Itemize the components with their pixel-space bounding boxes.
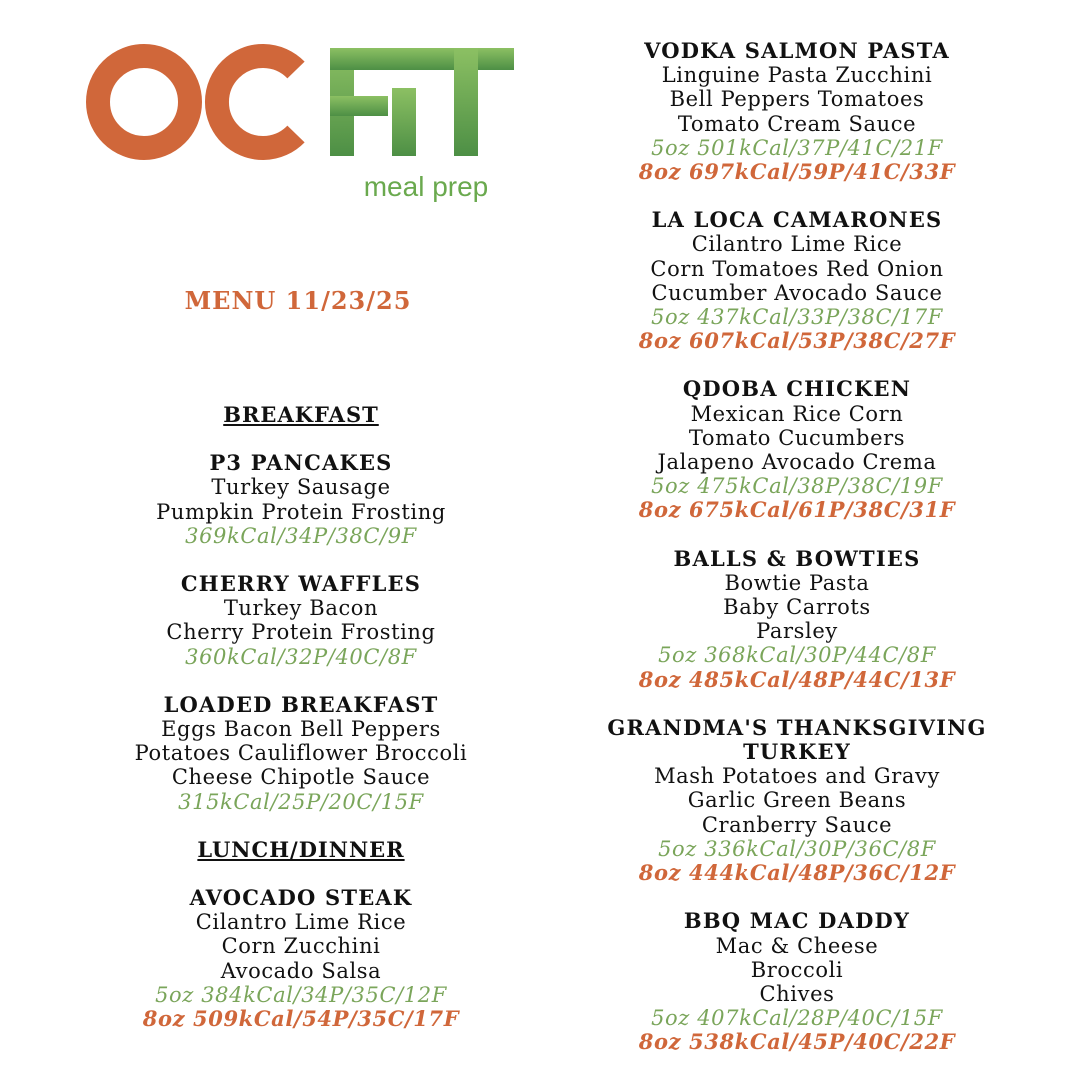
right-column (552, 39, 1042, 1079)
dish-ingredient: Mac & Cheese (715, 933, 879, 958)
dish-ingredient: Potatoes Cauliflower Broccoli (134, 741, 468, 766)
dish-macros-5oz: 5oz 336kCal/30P/36C/8F (658, 836, 936, 861)
dish-name: AVOCADO STEAK (189, 885, 413, 911)
dish-macros-5oz: 5oz 501kCal/37P/41C/21F (651, 135, 943, 160)
dish-ingredient: Cucumber Avocado Sauce (651, 280, 943, 305)
dish-ingredient: Cilantro Lime Rice (691, 232, 903, 257)
dish-ingredient: Garlic Green Beans (687, 788, 907, 813)
dish-macros: 315kCal/25P/20C/15F (178, 789, 424, 814)
dish-name: CHERRY WAFFLES (180, 571, 422, 597)
dish-ingredient: Bowtie Pasta (724, 570, 870, 595)
breakfast-heading: BREAKFAST (223, 402, 379, 427)
dish-ingredient: Avocado Salsa (220, 958, 382, 983)
dish-name: GRANDMA'S THANKSGIVING TURKEY (607, 714, 987, 765)
dish-ingredient: Tomato Cucumbers (688, 425, 906, 450)
dish-ingredient: Chives (759, 981, 835, 1006)
dish-name: LOADED BREAKFAST (163, 691, 439, 717)
logo-subtitle: meal prep (363, 171, 489, 202)
dish-ingredient: Parsley (756, 619, 838, 644)
dish-name: VODKA SALMON PASTA (644, 38, 950, 63)
dish-vodka-salmon-pasta (552, 39, 1042, 184)
dish-macros-8oz: 8oz 675kCal/61P/38C/31F (638, 497, 956, 523)
dish-macros: 369kCal/34P/38C/9F (185, 523, 417, 548)
dish-macros-5oz: 5oz 475kCal/38P/38C/19F (651, 474, 943, 499)
dish-ingredient: Corn Tomatoes Red Onion (650, 256, 944, 281)
dish-macros-5oz: 5oz 384kCal/34P/35C/12F (155, 982, 447, 1007)
dish-name: BALLS & BOWTIES (673, 545, 921, 571)
logo-c-shape (217, 56, 296, 148)
dish-macros-8oz: 8oz 444kCal/48P/36C/12F (638, 860, 956, 886)
dish-ingredient: Cranberry Sauce (701, 812, 893, 837)
dish-ingredient: Bell Peppers Tomatoes (669, 87, 925, 112)
dish-loaded-breakfast (96, 693, 506, 814)
logo-o-shape (98, 56, 190, 148)
dish-macros-8oz: 8oz 538kCal/45P/40C/22F (638, 1029, 956, 1055)
dish-ingredient: Tomato Cream Sauce (677, 111, 917, 136)
dish-ingredient: Mexican Rice Corn (690, 401, 904, 426)
dish-macros-5oz: 5oz 368kCal/30P/44C/8F (658, 643, 936, 668)
ocfit-logo (86, 40, 526, 210)
dish-macros-8oz: 8oz 607kCal/53P/38C/27F (638, 328, 956, 354)
dish-avocado-steak (96, 886, 506, 1031)
dish-grandmas-thanksgiving-turkey (552, 716, 1042, 885)
dish-name: BBQ MAC DADDY (683, 908, 911, 934)
dish-ingredient: Cilantro Lime Rice (195, 910, 407, 935)
dish-ingredient: Corn Zucchini (221, 934, 381, 959)
dish-name: LA LOCA CAMARONES (651, 207, 943, 233)
dish-la-loca-camarones (552, 208, 1042, 353)
dish-ingredient: Broccoli (750, 957, 844, 982)
menu-date: MENU 11/23/25 (184, 286, 412, 315)
dish-macros-8oz: 8oz 509kCal/54P/35C/17F (142, 1006, 460, 1032)
dish-macros-5oz: 5oz 437kCal/33P/38C/17F (651, 305, 943, 330)
dish-ingredient: Eggs Bacon Bell Peppers (161, 717, 441, 742)
dish-macros-5oz: 5oz 407kCal/28P/40C/15F (651, 1006, 943, 1031)
dish-macros-8oz: 8oz 485kCal/48P/44C/13F (638, 666, 956, 692)
lunch-dinner-heading: LUNCH/DINNER (197, 836, 405, 862)
ocfit-logo-graphic (86, 40, 526, 210)
dish-ingredient: Jalapeno Avocado Crema (657, 450, 937, 475)
dish-name: QDOBA CHICKEN (682, 376, 912, 402)
dish-ingredient: Cherry Protein Frosting (166, 620, 436, 645)
dish-qdoba-chicken (552, 377, 1042, 522)
dish-macros: 360kCal/32P/40C/8F (185, 644, 417, 669)
dish-name: P3 PANCAKES (209, 450, 393, 476)
dish-cherry-waffles (96, 572, 506, 669)
dish-macros-8oz: 8oz 697kCal/59P/41C/33F (638, 159, 956, 185)
dish-ingredient: Pumpkin Protein Frosting (156, 499, 446, 524)
dish-bbq-mac-daddy (552, 909, 1042, 1054)
dish-ingredient: Baby Carrots (723, 595, 871, 620)
logo-t-shape (416, 48, 514, 156)
dish-ingredient: Cheese Chipotle Sauce (171, 765, 431, 790)
dish-ingredient: Turkey Sausage (211, 475, 391, 500)
left-column (96, 403, 506, 1031)
dish-ingredient: Mash Potatoes and Gravy (654, 764, 940, 789)
dish-ingredient: Turkey Bacon (223, 596, 379, 621)
dish-balls-and-bowties (552, 547, 1042, 692)
dish-p3-pancakes (96, 451, 506, 548)
dish-ingredient: Linguine Pasta Zucchini (661, 63, 933, 88)
